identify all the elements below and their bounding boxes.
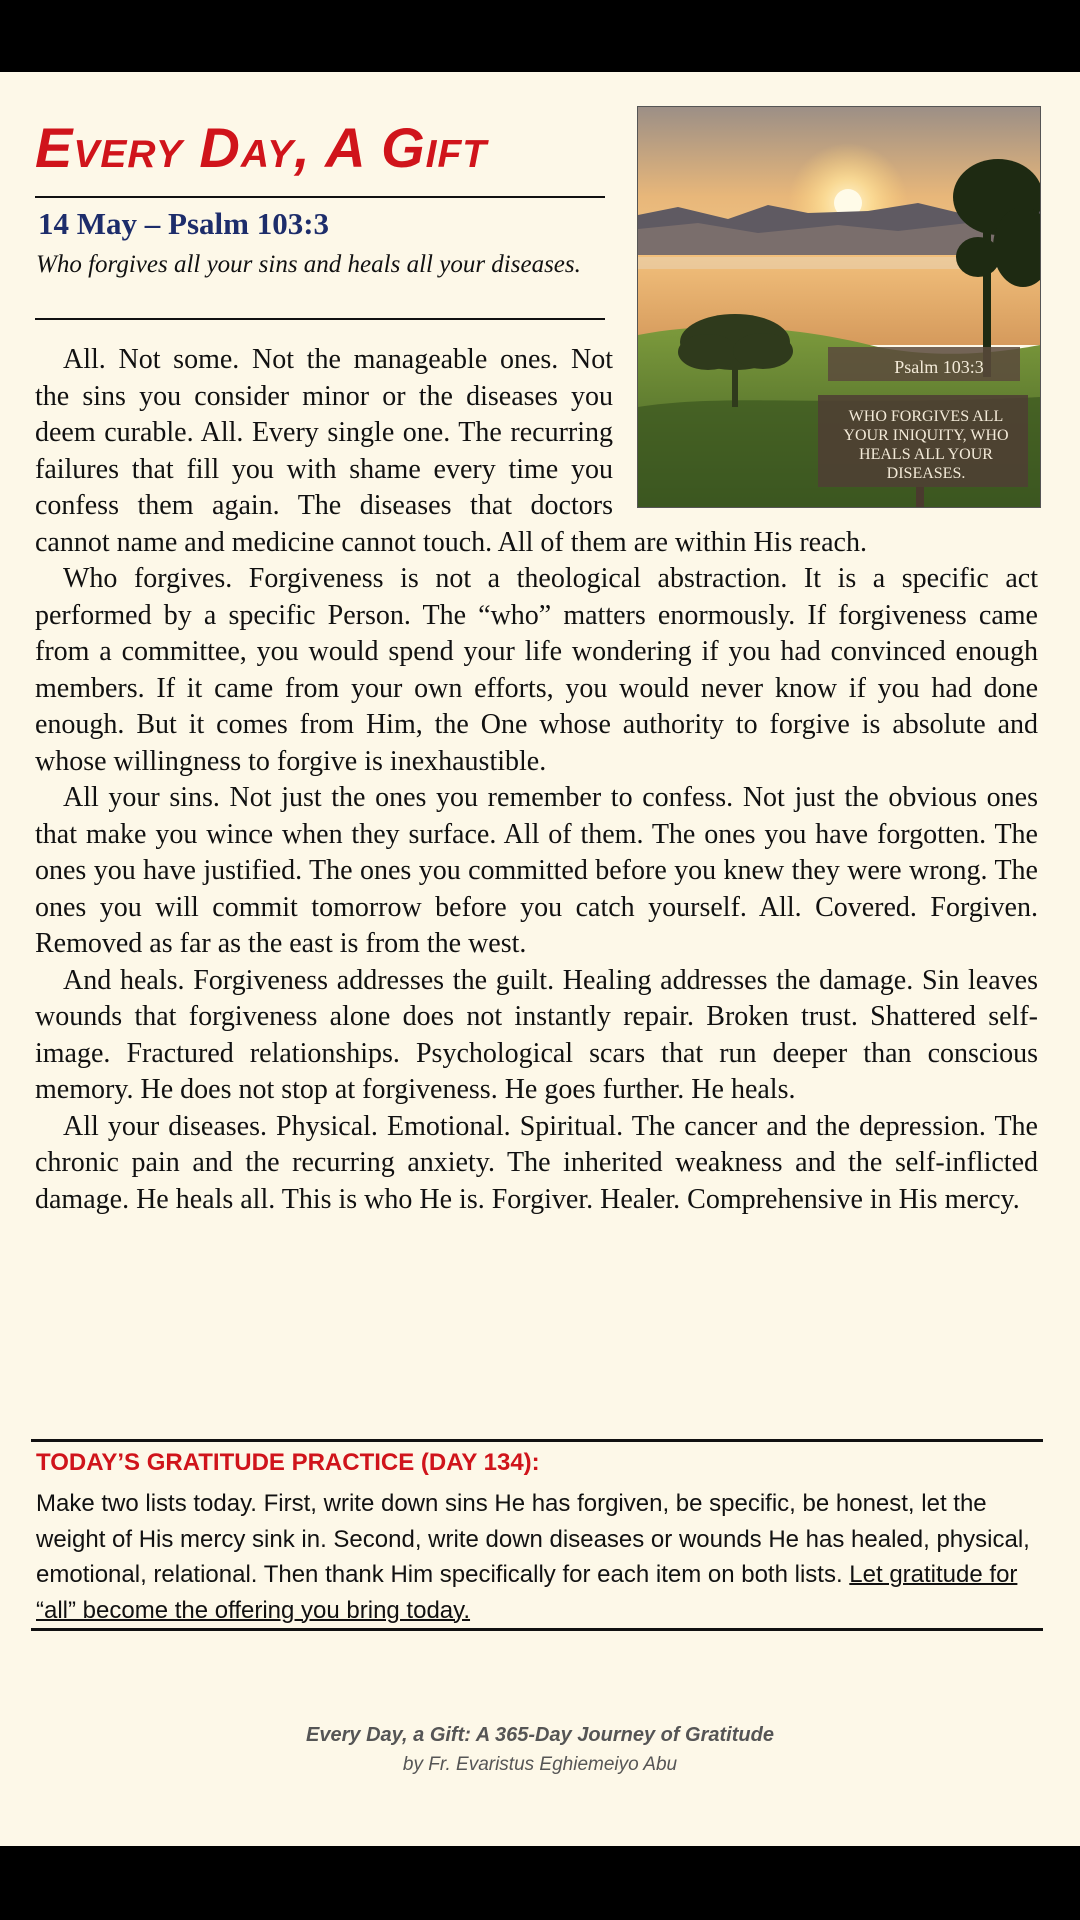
practice-top-divider (31, 1439, 1043, 1442)
devotional-page (0, 72, 1080, 1846)
title-divider (35, 196, 605, 198)
footer-book-title: Every Day, a Gift: A 365-Day Journey of Gratitude (306, 1724, 774, 1746)
sign-title: Psalm 103:3 (894, 357, 984, 377)
image-spacer (613, 342, 1038, 512)
paragraph: All. Not some. Not the manageable ones. Not the sins you consider minor or the diseases you deem curable. All. Every single one. The recurring failures that fill you with shame every time you confess them again. The diseases that doctors cannot name and medicine cannot touch. All of them are within His reach. (35, 344, 867, 558)
bottom-black-bar (0, 1846, 1080, 1920)
practice-closing-line: Let gratitude for “all” become the offering you bring today. (36, 1561, 1018, 1624)
top-black-bar (0, 0, 1080, 72)
devotional-body (35, 342, 1038, 1482)
practice-heading: TODAY’S GRATITUDE PRACTICE (DAY 134): (36, 1449, 540, 1476)
paragraph: And heals. Forgiveness addresses the guilt. Healing addresses the damage. Sin leaves wounds that forgiveness alone does not instantly repair. Broken trust. Shattered self-image. Fractured relationships. Psychological scars that run deeper than conscious memory. He does not stop at forgiveness. He goes further. He heals. (35, 964, 1038, 1105)
verse-text: Who forgives all your sins and heals all your diseases. (36, 251, 581, 278)
verse-divider (35, 318, 605, 320)
practice-bottom-divider (31, 1628, 1043, 1631)
sign-text: WHO FORGIVES ALL YOUR INIQUITY, WHO HEALS ALL YOUR DISEASES. (843, 408, 1009, 482)
practice-text (36, 1486, 1040, 1628)
paragraph: All your sins. Not just the ones you remember to confess. Not just the obvious ones that make you wince when they surface. All of them. The ones you have forgotten. The ones you have justified. The ones you committed before you knew they were wrong. The ones you will commit tomorrow before you catch yourself. All. Covered. Forgiven. Removed as far as the east is from the west. (35, 782, 1038, 959)
page-title: Every Day, A Gift (35, 116, 488, 179)
paragraph: All your diseases. Physical. Emotional. Spiritual. The cancer and the depression. The chronic pain and the recurring anxiety. The inherited weakness and the self-inflicted damage. He heals all. This is who He is. Forgiver. Healer. Comprehensive in His mercy. (35, 1110, 1038, 1215)
footer-author: by Fr. Evaristus Eghiemeiyo Abu (402, 1754, 678, 1775)
date-reference: 14 May – Psalm 103:3 (38, 206, 330, 241)
paragraph: Who forgives. Forgiveness is not a theological abstraction. It is a specific act performed by a specific Person. The “who” matters enormously. If forgiveness came from a committee, you would spend your life wondering if you had convinced enough members. If it came from your own efforts, you would never know if you had done enough. But it comes from Him, the One whose authority to forgive is absolute and whose willingness to forgive is inexhaustible. (35, 563, 1038, 777)
practice-body: Make two lists today. First, write down sins He has forgiven, be specific, be honest, let the weight of His mercy sink in. Second, write down diseases or wounds He has healed, physical, emotional, relational. Then thank Him specifically for each item on both lists. (36, 1490, 1030, 1588)
